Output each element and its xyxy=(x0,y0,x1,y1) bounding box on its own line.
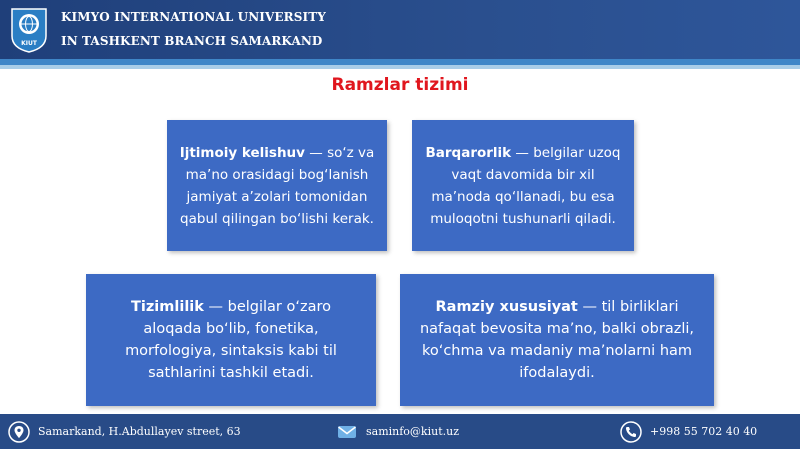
concept-box-stability xyxy=(412,120,634,251)
concept-text: — belgilar uzoq vaqt davomida bir xil ma’noda qo‘llanadi, bu esa muloqotni tushunarli qiladi. xyxy=(430,144,621,227)
concept-box-social-agreement xyxy=(167,120,387,251)
footer-bar xyxy=(0,414,800,449)
concept-term: Ramziy xususiyat xyxy=(435,299,578,315)
location-pin-icon xyxy=(8,421,30,443)
email-text[interactable]: saminfo@kiut.uz xyxy=(366,425,459,438)
phone-text[interactable]: +998 55 702 40 40 xyxy=(650,425,758,438)
concept-term: Tizimlilik xyxy=(131,299,204,315)
university-name-line1: KIMYO INTERNATIONAL UNIVERSITY xyxy=(61,10,326,24)
footer-phone[interactable] xyxy=(620,414,757,449)
address-text: Samarkand, H.Abdullayev street, 63 xyxy=(38,425,241,438)
footer-email[interactable] xyxy=(336,414,459,449)
slide-title: Ramzlar tizimi xyxy=(331,75,469,95)
concept-box-symbolic-property xyxy=(400,274,714,406)
logo-text: KIUT xyxy=(21,40,37,47)
footer-address xyxy=(8,414,241,449)
concept-box-systematicity xyxy=(86,274,376,406)
university-logo xyxy=(8,6,50,54)
concept-text: — belgilar o‘zaro aloqada bo‘lib, fonetika, morfologiya, sintaksis kabi til sathlarini tashkil etadi. xyxy=(125,299,337,381)
header-bar xyxy=(0,0,800,59)
university-name-line2: IN TASHKENT BRANCH SAMARKAND xyxy=(61,34,323,48)
envelope-icon xyxy=(336,421,358,443)
concept-term: Barqarorlik xyxy=(425,144,512,161)
phone-icon xyxy=(620,421,642,443)
header-stripe-light xyxy=(0,65,800,69)
concept-term: Ijtimoiy kelishuv xyxy=(179,144,305,161)
concept-text: — til birliklari nafaqat bevosita ma’no, balki obrazli, ko‘chma va madaniy ma’nolarni ham ifodalaydi. xyxy=(419,299,695,381)
concept-text: — so‘z va ma’no orasidagi bog‘lanish jamiyat a’zolari tomonidan qabul qilingan bo‘lishi kerak. xyxy=(180,144,375,227)
